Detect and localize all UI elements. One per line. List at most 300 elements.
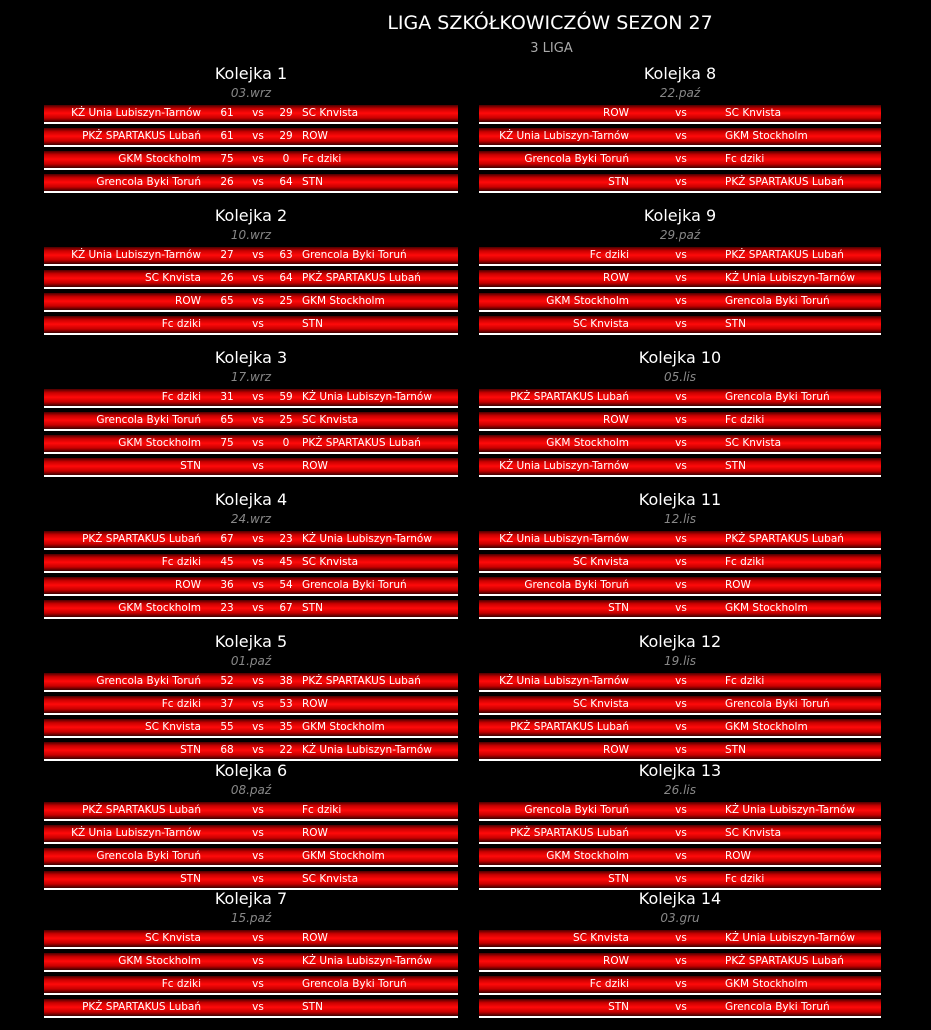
match-row	[44, 389, 458, 408]
away-score: 67	[279, 602, 293, 614]
round-date: 22.paź	[659, 86, 701, 100]
round-4	[44, 490, 458, 623]
home-team: GKM Stockholm	[118, 153, 201, 165]
home-team: KŻ Unia Lubiszyn-Tarnów	[499, 533, 629, 545]
vs-label: vs	[252, 391, 264, 403]
away-score: 54	[279, 579, 293, 591]
round-7	[44, 889, 458, 1022]
away-team: STN	[725, 318, 746, 330]
round-11	[479, 490, 881, 623]
away-team: ROW	[725, 850, 751, 862]
vs-label: vs	[675, 850, 687, 862]
home-team: STN	[608, 1001, 629, 1013]
round-title: Kolejka 5	[214, 632, 288, 651]
away-team: Grencola Byki Toruń	[725, 391, 830, 403]
vs-label: vs	[675, 391, 687, 403]
home-score: 75	[220, 153, 234, 165]
vs-label: vs	[252, 955, 264, 967]
away-team: Grencola Byki Toruń	[302, 579, 407, 591]
away-team: Fc dziki	[725, 153, 765, 165]
home-score: 65	[220, 295, 234, 307]
match-row	[479, 742, 881, 761]
home-team: ROW	[603, 955, 629, 967]
vs-label: vs	[252, 744, 264, 756]
page-title: LIGA SZKÓŁKOWICZÓW SEZON 27	[387, 12, 713, 34]
match-row	[44, 719, 458, 738]
match-row	[44, 999, 458, 1018]
away-score: 0	[282, 437, 290, 449]
match-row	[44, 435, 458, 454]
vs-label: vs	[252, 978, 264, 990]
away-team: PKŻ SPARTAKUS Lubań	[725, 955, 844, 967]
vs-label: vs	[252, 850, 264, 862]
round-date: 01.paź	[230, 654, 272, 668]
home-team: SC Knvista	[572, 556, 629, 568]
match-row	[479, 696, 881, 715]
match-row	[479, 554, 881, 573]
round-date: 10.wrz	[230, 228, 272, 242]
vs-label: vs	[675, 295, 687, 307]
match-row	[479, 105, 881, 124]
match-row	[44, 458, 458, 477]
home-team: Grencola Byki Toruń	[96, 414, 201, 426]
home-team: Grencola Byki Toruń	[96, 675, 201, 687]
match-row	[44, 696, 458, 715]
vs-label: vs	[675, 107, 687, 119]
match-row	[44, 976, 458, 995]
vs-label: vs	[252, 130, 264, 142]
away-team: Fc dziki	[725, 873, 765, 885]
vs-label: vs	[675, 176, 687, 188]
vs-label: vs	[675, 675, 687, 687]
round-6	[44, 761, 458, 894]
away-team: Fc dziki	[302, 153, 342, 165]
away-team: PKŻ SPARTAKUS Lubań	[302, 437, 421, 449]
round-date: 26.lis	[663, 783, 696, 797]
home-score: 37	[220, 698, 234, 710]
round-9	[479, 206, 881, 339]
vs-label: vs	[675, 978, 687, 990]
round-date: 08.paź	[230, 783, 272, 797]
away-team: GKM Stockholm	[725, 602, 808, 614]
home-team: STN	[608, 176, 629, 188]
away-team: GKM Stockholm	[725, 978, 808, 990]
vs-label: vs	[675, 414, 687, 426]
vs-label: vs	[252, 698, 264, 710]
vs-label: vs	[675, 873, 687, 885]
round-2	[44, 206, 458, 339]
away-team: ROW	[302, 698, 328, 710]
match-row	[44, 825, 458, 844]
home-team: SC Knvista	[572, 932, 629, 944]
away-score: 64	[279, 176, 293, 188]
home-team: GKM Stockholm	[118, 602, 201, 614]
vs-label: vs	[252, 460, 264, 472]
home-score: 75	[220, 437, 234, 449]
match-row	[479, 412, 881, 431]
away-team: Fc dziki	[302, 804, 342, 816]
home-team: ROW	[603, 107, 629, 119]
home-score: 31	[220, 391, 234, 403]
vs-label: vs	[675, 556, 687, 568]
round-1	[44, 64, 458, 197]
away-team: Grencola Byki Toruń	[302, 249, 407, 261]
match-row	[479, 316, 881, 335]
vs-label: vs	[675, 533, 687, 545]
away-team: KŻ Unia Lubiszyn-Tarnów	[725, 804, 855, 816]
away-team: GKM Stockholm	[302, 295, 385, 307]
match-row	[479, 673, 881, 692]
match-row	[44, 247, 458, 266]
round-5	[44, 632, 458, 765]
vs-label: vs	[252, 272, 264, 284]
home-team: STN	[608, 873, 629, 885]
away-score: 25	[279, 414, 293, 426]
away-score: 23	[279, 533, 293, 545]
vs-label: vs	[675, 579, 687, 591]
home-team: KŻ Unia Lubiszyn-Tarnów	[71, 827, 201, 839]
away-team: GKM Stockholm	[725, 721, 808, 733]
home-team: GKM Stockholm	[118, 955, 201, 967]
home-score: 23	[220, 602, 234, 614]
vs-label: vs	[252, 414, 264, 426]
match-row	[479, 389, 881, 408]
match-row	[44, 316, 458, 335]
away-team: STN	[725, 744, 746, 756]
vs-label: vs	[252, 827, 264, 839]
league-name: 3 LIGA	[530, 41, 573, 56]
home-team: PKŻ SPARTAKUS Lubań	[510, 391, 629, 403]
home-team: ROW	[603, 414, 629, 426]
away-team: STN	[302, 318, 323, 330]
home-team: KŻ Unia Lubiszyn-Tarnów	[499, 675, 629, 687]
away-team: Grencola Byki Toruń	[725, 698, 830, 710]
home-team: SC Knvista	[144, 932, 201, 944]
home-team: PKŻ SPARTAKUS Lubań	[82, 804, 201, 816]
vs-label: vs	[675, 721, 687, 733]
away-team: PKŻ SPARTAKUS Lubań	[725, 249, 844, 261]
round-title: Kolejka 3	[214, 348, 288, 367]
match-row	[44, 531, 458, 550]
home-team: Grencola Byki Toruń	[524, 579, 629, 591]
away-score: 59	[279, 391, 293, 403]
home-team: Fc dziki	[589, 978, 629, 990]
home-score: 26	[220, 176, 234, 188]
home-team: Grencola Byki Toruń	[96, 176, 201, 188]
match-row	[479, 247, 881, 266]
match-row	[479, 825, 881, 844]
vs-label: vs	[252, 804, 264, 816]
away-score: 38	[279, 675, 293, 687]
home-team: PKŻ SPARTAKUS Lubań	[510, 721, 629, 733]
round-title: Kolejka 13	[638, 761, 722, 780]
vs-label: vs	[675, 804, 687, 816]
home-score: 52	[220, 675, 234, 687]
away-score: 25	[279, 295, 293, 307]
away-team: GKM Stockholm	[302, 721, 385, 733]
round-date: 17.wrz	[230, 370, 272, 384]
round-title: Kolejka 9	[643, 206, 717, 225]
home-team: SC Knvista	[144, 721, 201, 733]
round-title: Kolejka 7	[214, 889, 288, 908]
home-team: ROW	[175, 579, 201, 591]
home-team: Fc dziki	[161, 698, 201, 710]
vs-label: vs	[252, 1001, 264, 1013]
vs-label: vs	[675, 602, 687, 614]
round-title: Kolejka 12	[638, 632, 722, 651]
away-score: 29	[279, 107, 293, 119]
away-score: 63	[279, 249, 293, 261]
vs-label: vs	[252, 249, 264, 261]
round-date: 19.lis	[663, 654, 696, 668]
round-title: Kolejka 8	[643, 64, 717, 83]
match-row	[44, 128, 458, 147]
home-team: STN	[180, 873, 201, 885]
away-team: GKM Stockholm	[302, 850, 385, 862]
vs-label: vs	[675, 437, 687, 449]
round-date: 03.wrz	[230, 86, 272, 100]
round-title: Kolejka 1	[214, 64, 288, 83]
home-team: KŻ Unia Lubiszyn-Tarnów	[499, 460, 629, 472]
round-date: 15.paź	[230, 911, 272, 925]
away-score: 45	[279, 556, 293, 568]
round-date: 03.gru	[660, 911, 700, 925]
home-team: STN	[180, 460, 201, 472]
match-row	[44, 105, 458, 124]
vs-label: vs	[675, 698, 687, 710]
vs-label: vs	[252, 295, 264, 307]
vs-label: vs	[675, 460, 687, 472]
home-team: SC Knvista	[572, 698, 629, 710]
away-team: STN	[302, 1001, 323, 1013]
away-team: PKŻ SPARTAKUS Lubań	[302, 675, 421, 687]
away-team: SC Knvista	[725, 437, 782, 449]
vs-label: vs	[252, 873, 264, 885]
home-score: 61	[220, 130, 234, 142]
round-12	[479, 632, 881, 765]
home-team: Fc dziki	[161, 318, 201, 330]
away-team: KŻ Unia Lubiszyn-Tarnów	[302, 391, 432, 403]
match-row	[44, 871, 458, 890]
vs-label: vs	[675, 249, 687, 261]
home-score: 27	[220, 249, 234, 261]
match-row	[44, 673, 458, 692]
away-team: STN	[302, 602, 323, 614]
match-row	[479, 953, 881, 972]
vs-label: vs	[252, 675, 264, 687]
match-row	[44, 802, 458, 821]
match-row	[479, 999, 881, 1018]
match-row	[44, 151, 458, 170]
round-10	[479, 348, 881, 481]
vs-label: vs	[252, 533, 264, 545]
match-row	[479, 976, 881, 995]
round-13	[479, 761, 881, 894]
match-row	[44, 270, 458, 289]
away-team: ROW	[302, 460, 328, 472]
vs-label: vs	[675, 1001, 687, 1013]
match-row	[479, 270, 881, 289]
match-row	[479, 848, 881, 867]
round-title: Kolejka 14	[638, 889, 722, 908]
match-row	[44, 577, 458, 596]
match-row	[44, 174, 458, 193]
away-team: Fc dziki	[725, 675, 765, 687]
away-team: STN	[725, 460, 746, 472]
home-team: KŻ Unia Lubiszyn-Tarnów	[71, 107, 201, 119]
home-team: PKŻ SPARTAKUS Lubań	[82, 1001, 201, 1013]
vs-label: vs	[252, 318, 264, 330]
home-team: SC Knvista	[572, 318, 629, 330]
home-team: PKŻ SPARTAKUS Lubań	[510, 827, 629, 839]
home-team: GKM Stockholm	[546, 850, 629, 862]
match-row	[479, 719, 881, 738]
home-score: 45	[220, 556, 234, 568]
vs-label: vs	[252, 579, 264, 591]
home-team: STN	[608, 602, 629, 614]
match-row	[44, 953, 458, 972]
away-team: KŻ Unia Lubiszyn-Tarnów	[302, 744, 432, 756]
away-team: SC Knvista	[302, 556, 359, 568]
round-title: Kolejka 6	[214, 761, 288, 780]
away-team: PKŻ SPARTAKUS Lubań	[725, 533, 844, 545]
round-date: 12.lis	[663, 512, 696, 526]
match-row	[479, 871, 881, 890]
round-14	[479, 889, 881, 1022]
away-score: 22	[279, 744, 293, 756]
away-team: SC Knvista	[302, 414, 359, 426]
away-team: KŻ Unia Lubiszyn-Tarnów	[725, 932, 855, 944]
home-team: Grencola Byki Toruń	[524, 153, 629, 165]
vs-label: vs	[675, 932, 687, 944]
away-team: SC Knvista	[302, 873, 359, 885]
home-team: ROW	[603, 272, 629, 284]
match-row	[479, 577, 881, 596]
round-date: 24.wrz	[230, 512, 272, 526]
home-team: KŻ Unia Lubiszyn-Tarnów	[499, 130, 629, 142]
round-8	[479, 64, 881, 197]
match-row	[479, 174, 881, 193]
home-team: Fc dziki	[589, 249, 629, 261]
away-team: GKM Stockholm	[725, 130, 808, 142]
home-team: Fc dziki	[161, 556, 201, 568]
away-team: Grencola Byki Toruń	[302, 978, 407, 990]
vs-label: vs	[252, 107, 264, 119]
home-team: PKŻ SPARTAKUS Lubań	[82, 533, 201, 545]
vs-label: vs	[252, 932, 264, 944]
home-score: 68	[220, 744, 234, 756]
home-team: PKŻ SPARTAKUS Lubań	[82, 130, 201, 142]
match-row	[44, 293, 458, 312]
match-row	[44, 742, 458, 761]
away-team: SC Knvista	[302, 107, 359, 119]
vs-label: vs	[675, 827, 687, 839]
away-team: PKŻ SPARTAKUS Lubań	[302, 272, 421, 284]
away-team: KŻ Unia Lubiszyn-Tarnów	[302, 955, 432, 967]
home-score: 26	[220, 272, 234, 284]
home-team: STN	[180, 744, 201, 756]
away-score: 29	[279, 130, 293, 142]
vs-label: vs	[252, 176, 264, 188]
home-team: SC Knvista	[144, 272, 201, 284]
match-row	[44, 848, 458, 867]
away-team: Grencola Byki Toruń	[725, 295, 830, 307]
match-row	[479, 600, 881, 619]
home-team: Fc dziki	[161, 391, 201, 403]
round-date: 29.paź	[659, 228, 701, 242]
vs-label: vs	[252, 721, 264, 733]
match-row	[479, 802, 881, 821]
home-score: 55	[220, 721, 234, 733]
round-3	[44, 348, 458, 481]
home-team: GKM Stockholm	[118, 437, 201, 449]
round-date: 05.lis	[663, 370, 696, 384]
round-title: Kolejka 4	[214, 490, 288, 509]
away-team: KŻ Unia Lubiszyn-Tarnów	[725, 272, 855, 284]
match-row	[479, 531, 881, 550]
away-team: Fc dziki	[725, 414, 765, 426]
away-score: 53	[279, 698, 293, 710]
match-row	[44, 930, 458, 949]
vs-label: vs	[252, 556, 264, 568]
match-row	[479, 458, 881, 477]
away-team: STN	[302, 176, 323, 188]
match-row	[479, 151, 881, 170]
away-team: KŻ Unia Lubiszyn-Tarnów	[302, 533, 432, 545]
away-score: 35	[279, 721, 293, 733]
away-team: ROW	[302, 827, 328, 839]
vs-label: vs	[675, 130, 687, 142]
home-team: Grencola Byki Toruń	[96, 850, 201, 862]
vs-label: vs	[675, 153, 687, 165]
match-row	[479, 128, 881, 147]
vs-label: vs	[675, 744, 687, 756]
away-team: PKŻ SPARTAKUS Lubań	[725, 176, 844, 188]
away-team: ROW	[725, 579, 751, 591]
home-score: 67	[220, 533, 234, 545]
vs-label: vs	[675, 318, 687, 330]
home-score: 65	[220, 414, 234, 426]
vs-label: vs	[252, 437, 264, 449]
home-team: KŻ Unia Lubiszyn-Tarnów	[71, 249, 201, 261]
vs-label: vs	[675, 272, 687, 284]
home-team: ROW	[603, 744, 629, 756]
away-team: SC Knvista	[725, 107, 782, 119]
away-team: Fc dziki	[725, 556, 765, 568]
match-row	[479, 930, 881, 949]
match-row	[479, 435, 881, 454]
vs-label: vs	[252, 153, 264, 165]
away-score: 0	[282, 153, 290, 165]
home-team: Grencola Byki Toruń	[524, 804, 629, 816]
match-row	[44, 600, 458, 619]
home-team: ROW	[175, 295, 201, 307]
vs-label: vs	[252, 602, 264, 614]
away-team: ROW	[302, 130, 328, 142]
vs-label: vs	[675, 955, 687, 967]
away-score: 64	[279, 272, 293, 284]
home-team: GKM Stockholm	[546, 437, 629, 449]
round-title: Kolejka 2	[214, 206, 288, 225]
away-team: Grencola Byki Toruń	[725, 1001, 830, 1013]
home-team: Fc dziki	[161, 978, 201, 990]
away-team: ROW	[302, 932, 328, 944]
match-row	[479, 293, 881, 312]
round-title: Kolejka 10	[638, 348, 722, 367]
home-team: GKM Stockholm	[546, 295, 629, 307]
home-score: 61	[220, 107, 234, 119]
match-row	[44, 412, 458, 431]
